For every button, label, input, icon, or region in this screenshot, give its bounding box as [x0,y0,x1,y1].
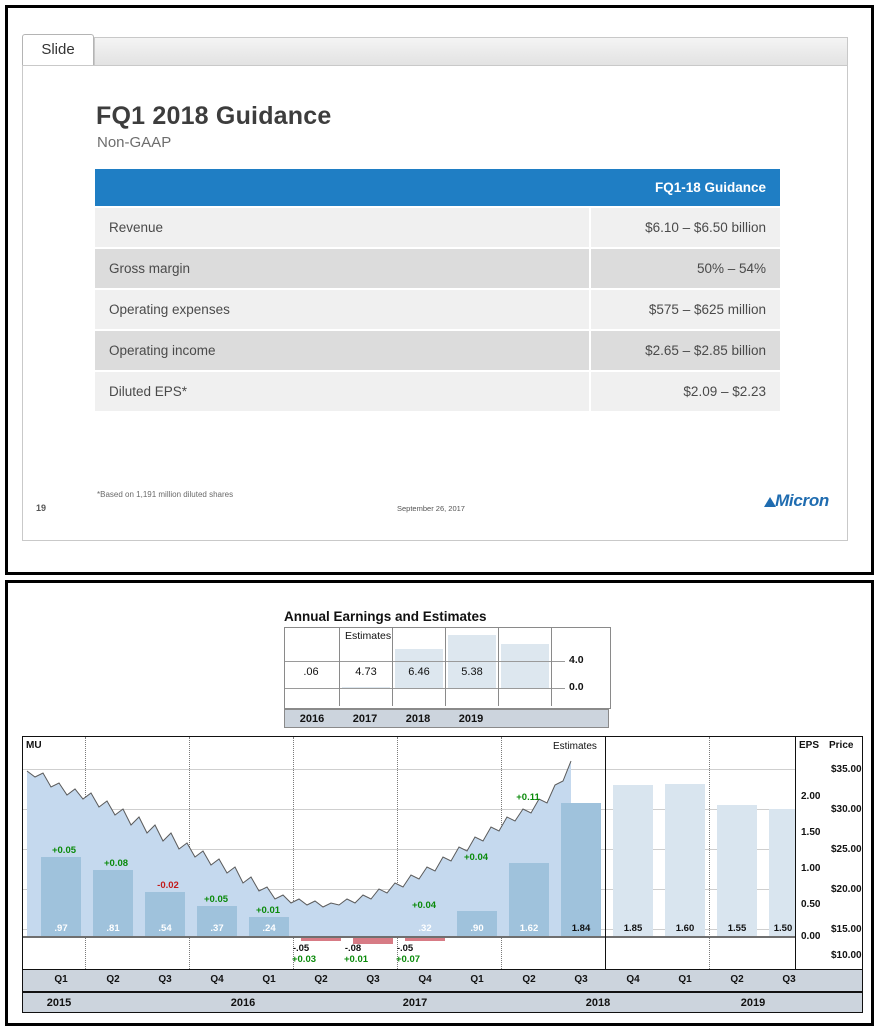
year-label: 2019 [740,997,766,1009]
quarter-label: Q1 [678,974,692,985]
estimates-divider [605,737,606,969]
eps-tick: 1.00 [801,863,821,874]
annual-year-axis [284,709,609,728]
eps-tick: 0.00 [801,931,821,942]
quarter-label: Q4 [210,974,224,985]
row-label: Revenue [95,207,590,248]
eps-bar-label: 1.50 [773,923,793,934]
quarter-label: Q2 [522,974,536,985]
eps-bar-label: -.05 [292,943,310,954]
eps-bar-label: .81 [106,923,120,934]
gridline [551,628,552,706]
micron-logo [764,491,829,511]
price-axis-title: Price [829,740,854,751]
quarter-label: Q1 [262,974,276,985]
quarter-label: Q3 [158,974,172,985]
eps-bar-label: .54 [158,923,172,934]
price-tick: $25.00 [831,844,862,855]
row-value: $575 – $625 million [590,289,780,330]
eps-change-label: +0.05 [203,894,229,905]
gridline [392,628,393,706]
slide-panel [5,5,874,575]
annual-ytick: 4.0 [569,654,584,666]
row-value: $2.65 – $2.85 billion [590,330,780,371]
slide-page-number: 19 [36,503,47,513]
quarterly-eps-chart [22,736,863,992]
gridline [445,628,446,706]
eps-change-label: +0.05 [51,845,77,856]
eps-tick: 2.00 [801,791,821,802]
table-row [95,330,780,371]
quarter-label: Q2 [314,974,328,985]
eps-bar-estimate [717,805,757,937]
row-label: Diluted EPS* [95,371,590,412]
right-axis [795,737,862,969]
eps-bar [561,803,601,937]
ticker-label: MU [26,740,42,751]
table-row [95,248,780,289]
row-label: Operating expenses [95,289,590,330]
eps-change-label: +0.01 [343,954,369,965]
gridline [285,688,565,689]
eps-change-label: +0.08 [103,858,129,869]
annual-value: 4.73 [355,666,377,678]
annual-value: 6.46 [408,666,430,678]
annual-value: .06 [303,666,319,678]
chart-plot-area [23,737,795,969]
eps-change-label: +0.07 [395,954,421,965]
eps-change-label: +0.04 [411,900,437,911]
slide-footnote: *Based on 1,191 million diluted shares [97,490,234,499]
quarter-label: Q3 [782,974,796,985]
eps-bar-label: 1.62 [519,923,539,934]
slide-title: FQ1 2018 Guidance [96,102,332,130]
eps-change-label: +0.03 [291,954,317,965]
eps-bar-label: .90 [470,923,484,934]
annual-ytick: 0.0 [569,681,584,693]
eps-change-label: +0.04 [463,852,489,863]
table-row [95,289,780,330]
slide-date: September 26, 2017 [397,504,465,513]
year-label: 2016 [230,997,256,1009]
eps-bar-estimate [665,784,705,937]
annual-earnings-title: Annual Earnings and Estimates [284,609,487,624]
eps-bar-label: 1.60 [675,923,695,934]
annual-year: 2017 [352,713,378,725]
estimates-label: Estimates [553,741,597,752]
eps-bar-label: .37 [210,923,224,934]
gridline [285,661,565,662]
price-tick: $35.00 [831,764,862,775]
quarter-label: Q1 [470,974,484,985]
eps-tick: 0.50 [801,899,821,910]
quarter-label: Q1 [54,974,68,985]
quarter-label: Q2 [106,974,120,985]
tab-slide[interactable] [22,34,94,66]
eps-bar-estimate [613,785,653,937]
quarter-label: Q4 [418,974,432,985]
price-tick: $20.00 [831,884,862,895]
quarter-label: Q3 [574,974,588,985]
row-label: Gross margin [95,248,590,289]
zero-line [23,936,795,938]
eps-change-label: +0.01 [255,905,281,916]
table-header-row [95,169,780,207]
chart-panel [5,580,874,1026]
tab-strip [22,34,848,66]
row-value: $6.10 – $6.50 billion [590,207,780,248]
row-value: 50% – 54% [590,248,780,289]
eps-bar-label: .97 [54,923,68,934]
eps-bar-label: -.08 [344,943,362,954]
annual-earnings-chart [284,627,611,709]
annual-estimates-label: Estimates [345,630,392,642]
eps-bar-estimate [769,809,795,937]
header-guidance: FQ1-18 Guidance [590,169,780,207]
eps-bar-label: 1.85 [623,923,643,934]
year-label: 2018 [585,997,611,1009]
logo-text: Micron [775,491,829,510]
annual-year: 2019 [458,713,484,725]
row-label: Operating income [95,330,590,371]
gridline [339,628,340,706]
gridline [498,628,499,706]
eps-bar-label: -.05 [396,943,414,954]
slide-subtitle: Non-GAAP [97,134,172,151]
quarter-label: Q3 [366,974,380,985]
price-tick: $10.00 [831,950,862,961]
eps-bar-label: .32 [418,923,432,934]
row-value: $2.09 – $2.23 [590,371,780,412]
eps-bar-label: .24 [262,923,276,934]
eps-axis-title: EPS [799,740,820,751]
quarter-label: Q2 [730,974,744,985]
quarter-label: Q4 [626,974,640,985]
slide-canvas [22,65,848,541]
eps-bar-label: 1.84 [571,923,591,934]
year-label: 2015 [46,997,72,1009]
tab-strip-filler [94,37,848,66]
guidance-table [95,169,780,413]
eps-change-label: +0.11 [516,792,540,803]
price-tick: $15.00 [831,924,862,935]
annual-value: 5.38 [461,666,483,678]
eps-tick: 1.50 [801,827,821,838]
annual-year: 2018 [405,713,431,725]
price-tick: $30.00 [831,804,862,815]
table-row [95,371,780,412]
quarter-axis [23,969,862,991]
year-label: 2017 [402,997,428,1009]
annual-year: 2016 [299,713,325,725]
tab-slide-label: Slide [41,41,75,58]
eps-change-label: -0.02 [157,880,179,891]
eps-bar-label: 1.55 [727,923,747,934]
header-blank [95,169,590,207]
year-axis [22,992,863,1013]
table-row [95,207,780,248]
